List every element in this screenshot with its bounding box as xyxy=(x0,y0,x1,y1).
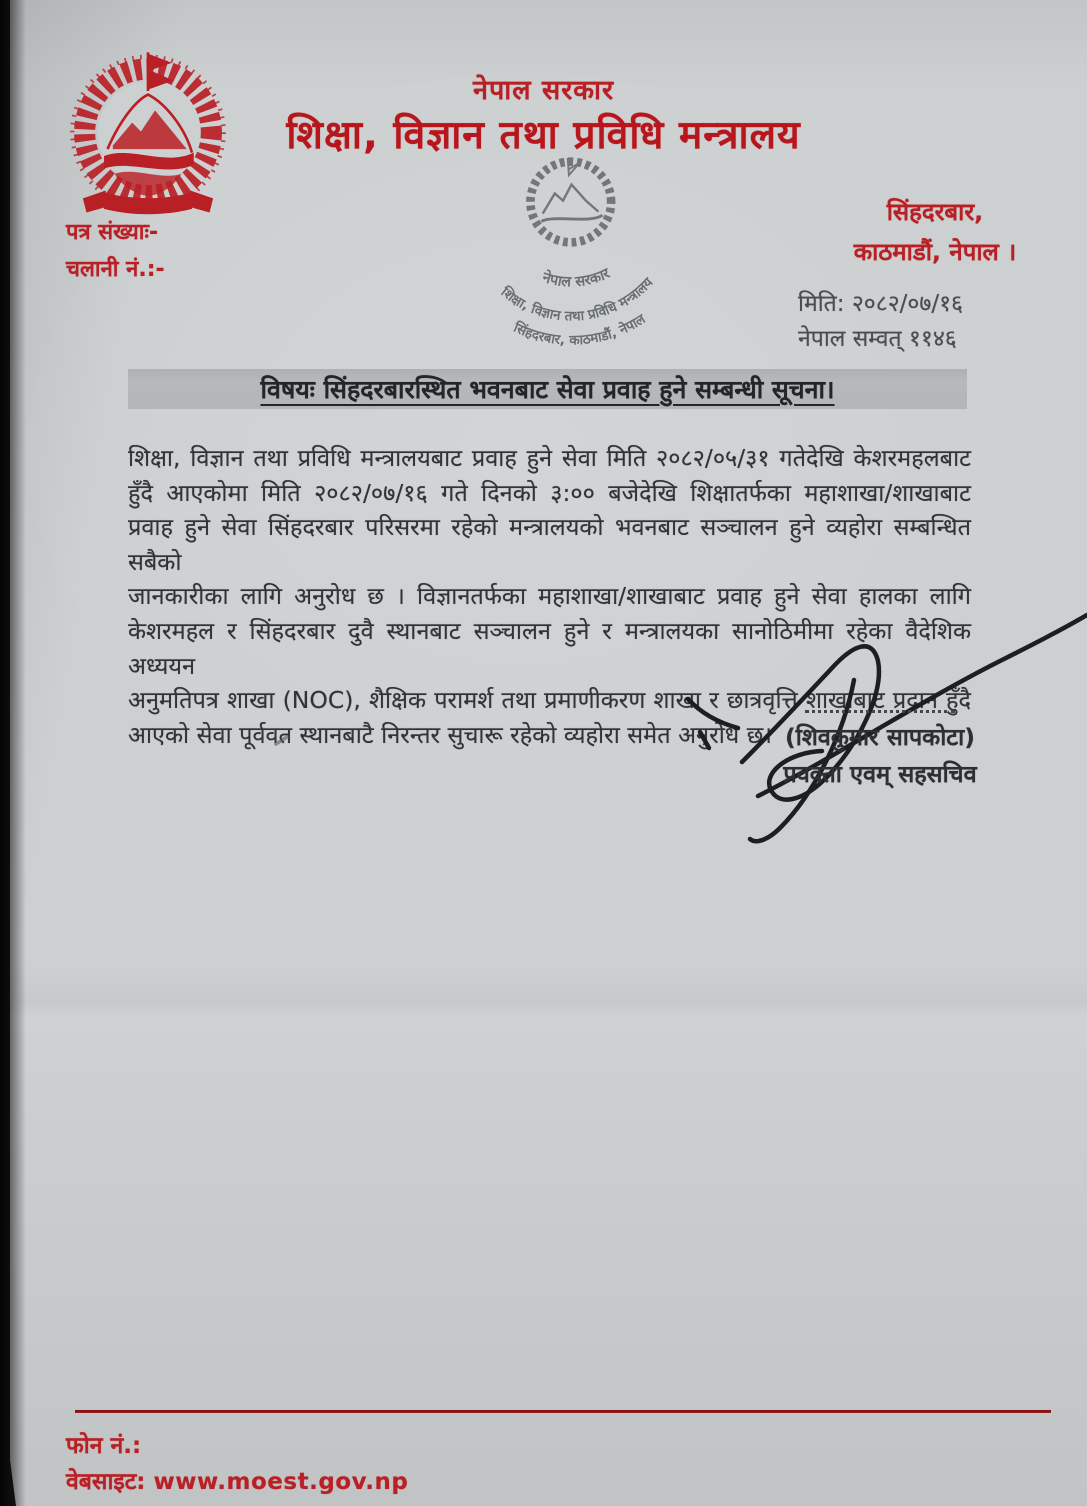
subject-bar xyxy=(128,369,967,409)
footer-website xyxy=(66,1464,408,1496)
body-line: आएको सेवा पूर्ववत स्थानबाटै निरन्तर सुचारू रहेको व्यहोरा समेत अनुरोध छ। xyxy=(128,720,773,749)
reference-block xyxy=(66,214,165,288)
letter-body xyxy=(128,441,971,752)
footer-website-url: www.moest.gov.np xyxy=(153,1469,409,1495)
address-line1: सिंहदरबार, xyxy=(886,198,984,226)
address-line2: काठमाडौं, नेपाल । xyxy=(853,238,1017,266)
address-block xyxy=(828,192,1042,272)
body-line: अनुमतिपत्र शाखा (NOC), शैक्षिक परामर्श तथा प्रमाणीकरण शाखा र छात्रवृत्ति शाखाबाट प्रदान हुँदै xyxy=(128,686,971,715)
body-line: हुँदै आएकोमा मिति २०८२/०७/१६ गते दिनको ३:०० बजेदेखि शिक्षातर्फका महाशाखा/शाखाबाट xyxy=(128,478,971,507)
footer-phone-label: फोन नं.: xyxy=(66,1433,142,1459)
signatory-block xyxy=(766,710,994,793)
stamp-line1: नेपाल सरकार xyxy=(540,265,613,291)
body-line: शिक्षा, विज्ञान तथा प्रविधि मन्त्रालयबाट प्रवाह हुने सेवा मिति २०८२/०५/३१ गतेदेखि केशरमहलबाट xyxy=(128,444,971,472)
date-block xyxy=(798,287,963,357)
dispatch-number-label: चलानी नं.:- xyxy=(66,257,165,282)
signatory-name: (शिवकुमार सापकोटा) xyxy=(785,723,975,751)
svg-text:नेपाल सरकार xyxy=(538,263,614,293)
stamp-line3: सिंहदरबार, काठमाडौं, नेपाल xyxy=(511,312,649,349)
body-line: जानकारीका लागि अनुरोध छ । विज्ञानतर्फका महाशाखा/शाखाबाट प्रवाह हुने सेवा हालका लागि xyxy=(128,582,971,611)
government-title: नेपाल सरकार xyxy=(472,75,615,106)
body-line: प्रवाह हुने सेवा सिंहदरबार परिसरमा रहेको मन्त्रालयको भवनबाट सञ्चालन हुने व्यहोरा सम्बन्धित सबैको xyxy=(128,513,971,576)
footer-divider xyxy=(75,1410,1051,1413)
subject-text: विषयः सिंहदरबारस्थित भवनबाट सेवा प्रवाह हुने सम्बन्धी सूचना। xyxy=(260,375,835,404)
ministry-title: शिक्षा, विज्ञान तथा प्रविधि मन्त्रालय xyxy=(286,113,801,158)
signature-dotted-line xyxy=(805,710,955,713)
footer-website-label: वेबसाइट: xyxy=(66,1469,146,1495)
letter-number-label: पत्र संख्याः- xyxy=(66,220,159,245)
stamp-line2: शिक्षा, विज्ञान तथा प्रविधि मन्त्रालय xyxy=(497,275,657,325)
date-bs: मिति: २०८२/०७/१६ xyxy=(798,291,964,317)
signatory-designation: प्रवक्ता एवम् सहसचिव xyxy=(783,760,977,788)
date-nepal-sambat: नेपाल सम्वत् ११४६ xyxy=(798,326,957,352)
body-line: केशरमहल र सिंहदरबार दुवै स्थानबाट सञ्चालन हुने र मन्त्रालयका सानोठिमीमा रहेका वैदेशिक अध्ययन xyxy=(128,616,971,680)
ministry-stamp xyxy=(441,141,706,354)
